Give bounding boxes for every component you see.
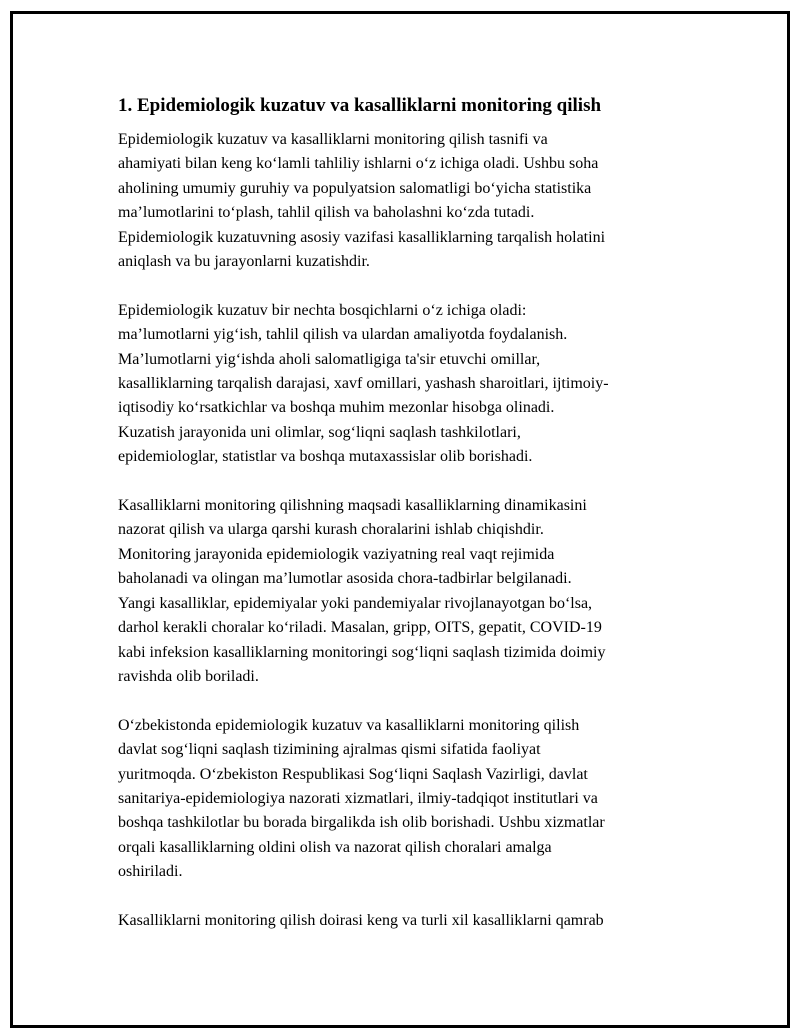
paragraph-line: yuritmoqda. O‘zbekiston Respublikasi Sog‘liqni Saqlash Vazirligi, davlat: [118, 765, 588, 783]
paragraph-line: oshiriladi.: [118, 863, 183, 881]
paragraph-line: Kasalliklarni monitoring qilishning maqsadi kasalliklarning dinamikasini: [118, 497, 587, 515]
paragraph-1: [118, 128, 688, 274]
paragraph-line: O‘zbekistonda epidemiologik kuzatuv va kasalliklarni monitoring qilish: [118, 716, 580, 734]
paragraph-line: ma’lumotlarni yig‘ish, tahlil qilish va ulardan amaliyotda foydalanish.: [118, 326, 568, 344]
paragraph-2: [118, 299, 688, 470]
document-body: [118, 92, 688, 958]
paragraph-line: Kasalliklarni monitoring qilish doirasi keng va turli xil kasalliklarni qamrab: [118, 911, 604, 929]
paragraph-line: Monitoring jarayonida epidemiologik vaziyatning real vaqt rejimida: [118, 545, 555, 563]
paragraph-line: sanitariya-epidemiologiya nazorati xizmatlari, ilmiy-tadqiqot institutlari va: [118, 789, 598, 807]
paragraph-line: Epidemiologik kuzatuvning asosiy vazifasi kasalliklarning tarqalish holatini: [118, 228, 606, 246]
paragraph-4: [118, 714, 688, 885]
paragraph-line: boshqa tashkilotlar bu borada birgalikda ish olib borishadi. Ushbu xizmatlar: [118, 814, 605, 832]
paragraph-line: iqtisodiy ko‘rsatkichlar va boshqa muhim mezonlar hisobga olinadi.: [118, 399, 555, 417]
paragraph-line: kasalliklarning tarqalish darajasi, xavf omillari, yashash sharoitlari, ijtimoiy-: [118, 375, 609, 393]
paragraph-line: Ma’lumotlarni yig‘ishda aholi salomatligiga ta'sir etuvchi omillar,: [118, 350, 541, 368]
section-heading: 1. Epidemiologik kuzatuv va kasalliklarni monitoring qilish: [118, 95, 602, 116]
paragraph-line: nazorat qilish va ularga qarshi kurash choralarini ishlab chiqishdir.: [118, 521, 544, 539]
paragraph-line: orqali kasalliklarning oldini olish va nazorat qilish choralari amalga: [118, 838, 552, 856]
paragraph-line: baholanadi va olingan ma’lumotlar asosida chora-tadbirlar belgilanadi.: [118, 570, 572, 588]
paragraph-line: darhol kerakli choralar ko‘riladi. Masalan, gripp, OITS, gepatit, COVID-19: [118, 619, 602, 637]
paragraph-line: davlat sog‘liqni saqlash tizimining ajralmas qismi sifatida faoliyat: [118, 741, 541, 759]
paragraph-5: [118, 909, 688, 933]
paragraph-3: [118, 494, 688, 689]
paragraph-line: aniqlash va bu jarayonlarni kuzatishdir.: [118, 253, 370, 271]
paragraph-line: aholining umumiy guruhiy va populyatsion salomatligi bo‘yicha statistika: [118, 179, 592, 197]
paragraph-line: ravishda olib boriladi.: [118, 667, 259, 685]
paragraph-line: ahamiyati bilan keng ko‘lamli tahliliy ishlarni o‘z ichiga oladi. Ushbu soha: [118, 155, 599, 173]
paragraph-line: ma’lumotlarini to‘plash, tahlil qilish va baholashni ko‘zda tutadi.: [118, 204, 535, 222]
paragraph-line: Epidemiologik kuzatuv va kasalliklarni monitoring qilish tasnifi va: [118, 131, 548, 148]
paragraph-line: kabi infeksion kasalliklarning monitoringi sog‘liqni saqlash tizimida doimiy: [118, 643, 606, 661]
paragraph-line: Epidemiologik kuzatuv bir nechta bosqichlarni o‘z ichiga oladi:: [118, 301, 527, 319]
paragraph-line: Yangi kasalliklar, epidemiyalar yoki pandemiyalar rivojlanayotgan bo‘lsa,: [118, 594, 593, 612]
paragraph-line: epidemiologlar, statistlar va boshqa mutaxassislar olib borishadi.: [118, 448, 533, 466]
paragraph-line: Kuzatish jarayonida uni olimlar, sog‘liqni saqlash tashkilotlari,: [118, 423, 521, 441]
